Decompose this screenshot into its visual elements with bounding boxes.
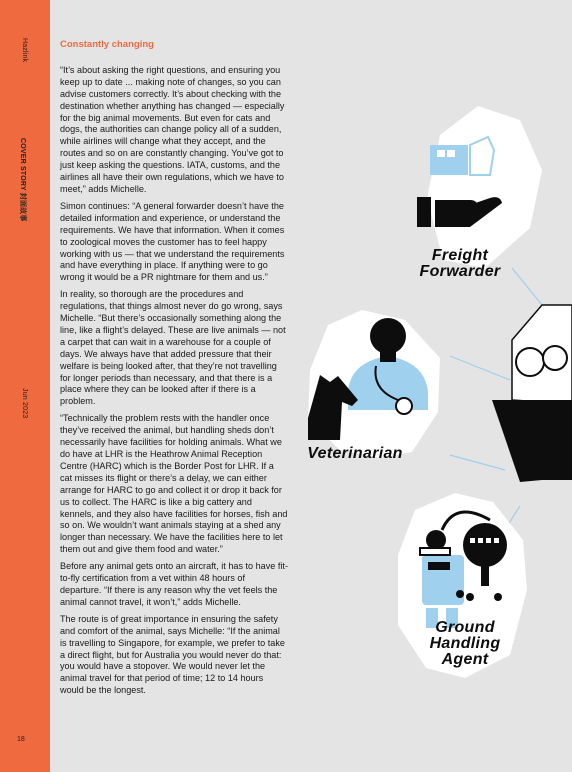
article-paragraph-4: “Technically the problem rests with the handler once they’ve received the animal, but handling sheds don’t necessarily have facilities for holding animals. What we do have at LHR is the Heathrow Animal Reception Centre (HARC) which is the Border Post for LHR. If a cat misses its flight or there’s a delay, we can either arrange for HARC to go and collect it or drop it back for us to collect. The HARC is like a big cattery and kennels, and they also have facilities for horses, fish and so on. We wouldn’t want animals staying at a shed any longer than necessary. We have the facilities here to let them out and give them food and water.” [60, 413, 288, 555]
article-heading: Constantly changing [60, 39, 154, 50]
article-paragraph-5: Before any animal gets onto an aircraft, it has to have fit-to-fly certification from a vet within 48 hours of departure. “If there is any reason why the vet feels the animal cannot travel, it won’t,” adds Michelle. [60, 561, 288, 607]
article-paragraph-6: The route is of great importance in ensuring the safety and comfort of the animal, says Michelle: “If the animal is travelling to Singapore, for example, we prefer to take a direct flight, but for Australia you would never do that: you would have a stopover. We would never let the animal travel for that period of time; 12 to 14 hours would be the longest. [60, 613, 285, 696]
section-title: COVER STORY 封面故事 [19, 138, 26, 222]
stakeholder-graphic [280, 100, 572, 720]
ground-handling-agent-label: Ground Handling Agent [429, 619, 501, 668]
publication-name: Hazlink [21, 38, 28, 63]
freight-forwarder-label: Freight Forwarder [419, 247, 501, 280]
article-body [60, 39, 288, 702]
article-paragraph-2: Simon continues: “A general forwarder doesn’t have the detailed information and experience, or understand the requirements. We have that information. When it comes to zoological moves the customer has to feel happy working with us — that we understand the requirements and have everything in place. If anything were to go wrong it would be a PR nightmare for them and us.” [60, 200, 285, 283]
freight-forwarder-hexagon [427, 106, 542, 268]
article-paragraph-1: “It’s about asking the right questions, and ensuring you keep up to date ... making note of changes, so you can advise customers correctly. It’s about checking with the destination whether anything has changed — especially for the big animal movements. But even for cats and dogs, the authorities can change policy all of a sudden, while airlines will change what they accept, and the routes and so on are constantly changing. You’ve got to just keep asking the questions. IATA, customs, and the airlines all have their own regulations, which we have to meet,” adds Michelle. [60, 64, 285, 194]
page-number: 18 [17, 736, 25, 743]
veterinarian-label: Veterinarian [307, 445, 403, 462]
article-paragraph-3: In reality, so thorough are the procedures and regulations, that things almost never do go wrong, says Michelle. “But there’s occasionally something along the line, like a flight’s delayed. These are live animals — not a carpet that can wait in a warehouse for a couple of days. We always have that added pressure that their welfare is being looked after, that they’re not travelling for longer periods than necessary, and that there is a place where they can be looked after if there is a problem. [60, 289, 286, 407]
issue-date: Jun 2023 [21, 388, 28, 419]
sidebar [0, 0, 50, 772]
